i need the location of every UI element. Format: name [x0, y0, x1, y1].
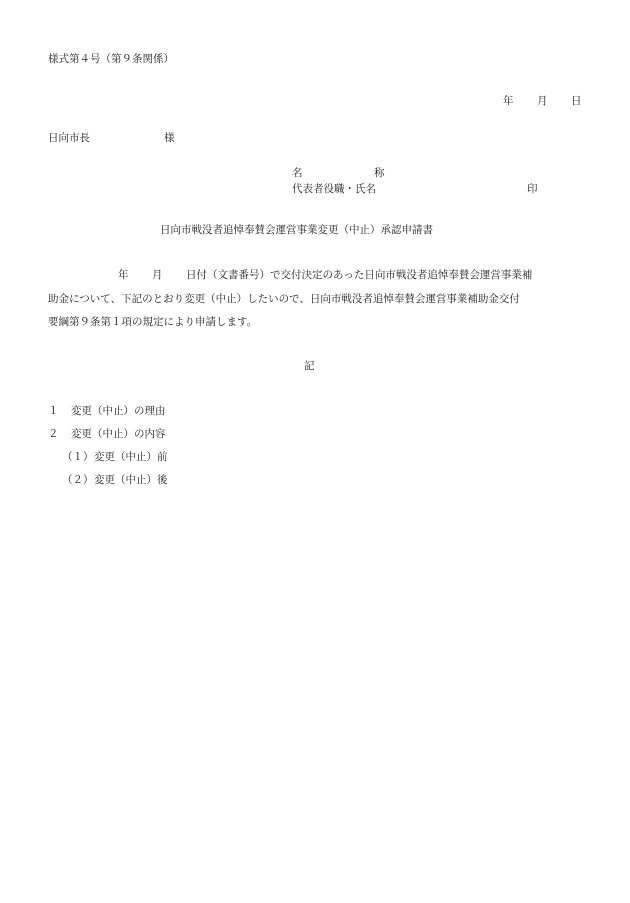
subitem-1-number: （１） — [62, 451, 94, 463]
addressee-honorific: 様 — [164, 132, 175, 144]
applicant-name-label-1: 名 — [292, 167, 303, 179]
subitem-2-text: 変更（中止）後 — [94, 474, 168, 486]
body-line-2: 助金について、下記のとおり変更（中止）したいので、日向市戦没者追悼奉賛会運営事業補助金交付 — [48, 293, 520, 305]
subitem-2-number: （２） — [62, 474, 94, 486]
body-year-label: 年 — [118, 269, 129, 281]
document-title: 日向市戦没者追悼奉賛会運営事業変更（中止）承認申請書 — [160, 224, 433, 236]
body-line-1: 日付（文書番号）で交付決定のあった日向市戦没者追悼奉賛会運営事業補 — [186, 269, 533, 281]
item-2-text: 変更（中止）の内容 — [71, 428, 166, 440]
date-year-label: 年 — [503, 95, 514, 107]
body-month-label: 月 — [152, 269, 163, 281]
item-2-number: ２ — [48, 428, 59, 440]
applicant-name-label-2: 称 — [374, 167, 385, 179]
date-day-label: 日 — [571, 95, 582, 107]
addressee-name: 日向市長 — [48, 132, 90, 144]
item-1-number: １ — [48, 405, 59, 417]
body-line-3: 要綱第９条第１項の規定により申請します。 — [48, 316, 258, 328]
date-month-label: 月 — [537, 95, 548, 107]
subitem-1-text: 変更（中止）前 — [94, 451, 168, 463]
ki-heading: 記 — [304, 360, 315, 372]
seal-label: 印 — [527, 183, 538, 195]
item-1-text: 変更（中止）の理由 — [71, 405, 166, 417]
form-label: 様式第４号（第９条関係） — [48, 53, 174, 65]
applicant-rep-label: 代表者役職・氏名 — [292, 183, 376, 195]
